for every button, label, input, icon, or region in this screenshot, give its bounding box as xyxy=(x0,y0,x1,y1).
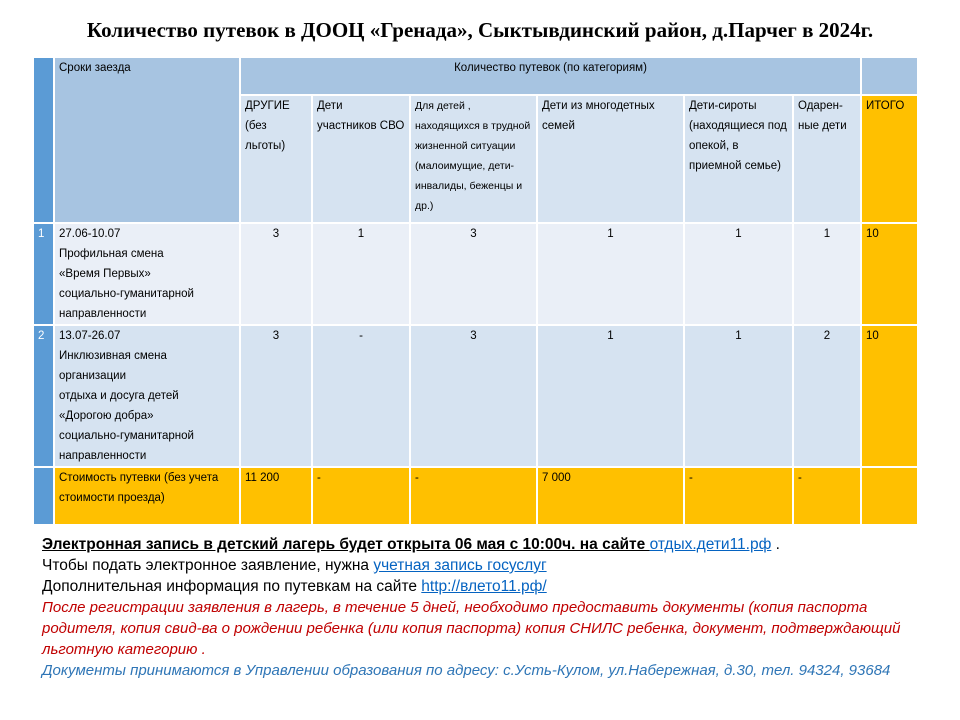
info-block xyxy=(42,534,942,681)
category-header-svo: Дети участников СВО xyxy=(312,95,410,223)
vouchers-table xyxy=(32,56,919,526)
total-header: ИТОГО xyxy=(861,95,918,223)
period-line: социально-гуманитарной xyxy=(59,288,194,300)
page-title: Количество путевок в ДООЦ «Гренада», Сыктывдинский район, д.Парчег в 2024г. xyxy=(86,18,874,42)
cost-value: - xyxy=(312,467,410,525)
session-period xyxy=(54,325,240,467)
period-line: Профильная смена xyxy=(59,248,164,260)
period-line: Инклюзивная смена xyxy=(59,350,167,362)
category-header-gifted: Одарен-ные дети xyxy=(793,95,861,223)
period-line: направленности xyxy=(59,450,147,462)
value-cell: 1 xyxy=(537,325,684,467)
value-cell: 1 xyxy=(312,223,410,325)
cost-total-cell xyxy=(861,467,918,525)
period-header: Сроки заезда xyxy=(54,57,240,223)
table-row xyxy=(33,223,918,325)
documents-address: Документы принимаются в Управлении образования по адресу: с.Усть-Кулом, ул.Набережная, д.30, тел. 94324, 93684 xyxy=(42,662,891,679)
value-cell: 2 xyxy=(793,325,861,467)
total-cell: 10 xyxy=(861,325,918,467)
cost-value: - xyxy=(793,467,861,525)
value-cell: 1 xyxy=(537,223,684,325)
cost-value: 11 200 xyxy=(240,467,312,525)
cost-value: - xyxy=(684,467,793,525)
period-line: социально-гуманитарной xyxy=(59,430,194,442)
application-text: Чтобы подать электронное заявление, нужна xyxy=(42,557,374,574)
category-header-hardship: Для детей , находящихся в трудной жизненной ситуации (малоимущие, дети-инвалиды, беженцы и др.) xyxy=(410,95,537,223)
additional-info-line xyxy=(42,576,942,597)
num-header-cell xyxy=(33,57,54,223)
period-line: отдыха и досуга детей xyxy=(59,390,179,402)
period-line: направленности xyxy=(59,308,147,320)
period-line: «Дорогою добра» xyxy=(59,410,154,422)
documents-notice: После регистрации заявления в лагерь, в течение 5 дней, необходимо предоставить документы (копия паспорта родителя, копия свид-ва о рождении ребенка (или копия паспорта) копия СНИЛС ребенка, документ, подтверждающий льготную категорию . xyxy=(42,599,901,658)
cost-value: 7 000 xyxy=(537,467,684,525)
cost-label: Стоимость путевки (без учета стоимости проезда) xyxy=(54,467,240,525)
value-cell: 3 xyxy=(240,325,312,467)
registration-line xyxy=(42,534,942,555)
cost-num-cell xyxy=(33,467,54,525)
period-line: 13.07-26.07 xyxy=(59,330,121,342)
category-group-header: Количество путевок (по категориям) xyxy=(240,57,861,95)
registration-site-link[interactable]: отдых.дети11.рф xyxy=(649,536,772,553)
value-cell: 1 xyxy=(793,223,861,325)
vleto11-site-link[interactable]: http://влето11.рф/ xyxy=(421,578,547,595)
value-cell: 1 xyxy=(684,325,793,467)
registration-text: Электронная запись в детский лагерь будет открыта 06 мая с 10:00ч. на сайте xyxy=(42,536,650,553)
registration-line-end: . xyxy=(771,536,780,553)
total-cell: 10 xyxy=(861,223,918,325)
table-row xyxy=(33,325,918,467)
value-cell: - xyxy=(312,325,410,467)
value-cell: 3 xyxy=(240,223,312,325)
period-line: «Время Первых» xyxy=(59,268,151,280)
period-line: организации xyxy=(59,370,127,382)
value-cell: 3 xyxy=(410,325,537,467)
category-header-large-families: Дети из многодетных семей xyxy=(537,95,684,223)
value-cell: 1 xyxy=(684,223,793,325)
category-header-orphans: Дети-сироты (находящиеся под опекой, в приемной семье) xyxy=(684,95,793,223)
cost-row xyxy=(33,467,918,525)
session-period xyxy=(54,223,240,325)
total-header-top xyxy=(861,57,918,95)
gosuslugi-account-link[interactable]: учетная запись госуслуг xyxy=(373,557,547,574)
row-number: 1 xyxy=(33,223,54,325)
category-header-other: ДРУГИЕ (без льготы) xyxy=(240,95,312,223)
cost-value: - xyxy=(410,467,537,525)
additional-info-text: Дополнительная информация по путевкам на сайте xyxy=(42,578,422,595)
row-number: 2 xyxy=(33,325,54,467)
period-line: 27.06-10.07 xyxy=(59,228,121,240)
application-line xyxy=(42,555,942,576)
value-cell: 3 xyxy=(410,223,537,325)
